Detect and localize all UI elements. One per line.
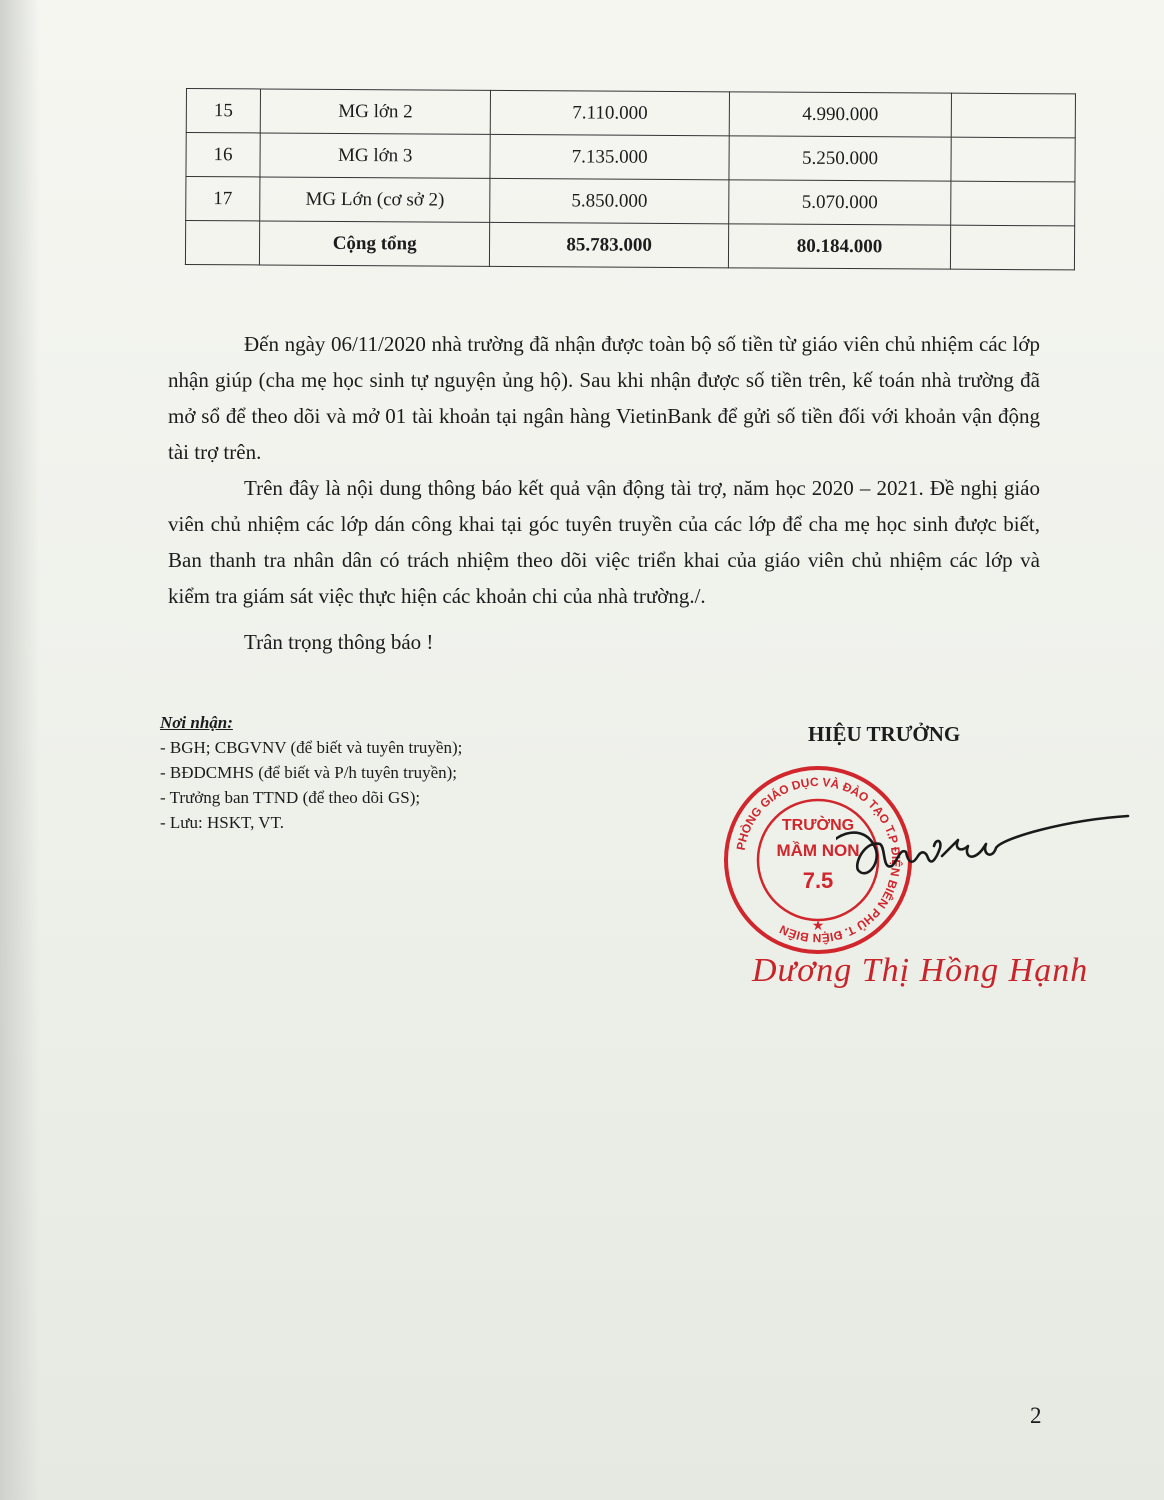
donation-table: [185, 88, 1076, 270]
table-row: [186, 177, 1075, 226]
table-cell-so_b: 5.250.000: [729, 136, 951, 181]
handwritten-signature: [836, 810, 1136, 900]
table-cell-extra: [951, 137, 1075, 182]
recipient-item: - Trưởng ban TTND (để theo dõi GS);: [160, 788, 421, 807]
table-cell-so_b: 4.990.000: [729, 92, 951, 137]
table-cell-stt: 15: [186, 89, 260, 133]
recipient-item: - BGH; CBGVNV (để biết và tuyên truyền);: [160, 738, 463, 757]
recipient-item: - Lưu: HSKT, VT.: [160, 813, 284, 832]
table-cell-so_a: 7.110.000: [491, 90, 730, 135]
table-cell-extra: [951, 181, 1075, 226]
table-cell-lop: MG Lớn (cơ sở 2): [260, 177, 491, 222]
recipient-item: - BĐDCMHS (để biết và P/h tuyên truyền);: [160, 763, 457, 782]
table-cell-lop: MG lớn 2: [260, 89, 491, 134]
document-body: [168, 326, 1040, 660]
table-cell-so_a: 5.850.000: [490, 178, 729, 223]
page-number: 2: [1030, 1403, 1042, 1428]
table-cell-stt: 16: [186, 133, 260, 177]
paragraph-conclusion: Trên đây là nội dung thông báo kết quả vận động tài trợ, năm học 2020 – 2021. Đề nghị giáo viên chủ nhiệm các lớp dán công khai tại góc tuyên truyền của các lớp để cha mẹ học sinh được biết, Ban thanh tra nhân dân có trách nhiệm theo dõi việc triển khai của giáo viên chủ nhiệm các lớp và kiểm tra giám sát việc thực hiện các khoản chi của nhà trường./.: [168, 476, 1040, 608]
paragraph-receipt: Đến ngày 06/11/2020 nhà trường đã nhận được toàn bộ số tiền từ giáo viên chủ nhiệm các lớp nhận giúp (cha mẹ học sinh tự nguyện ủng hộ). Sau khi nhận được số tiền trên, kế toán nhà trường đã mở sổ để theo dõi và mở 01 tài khoản tại ngân hàng VietinBank để gửi số tiền đối với khoản vận động tài trợ trên.: [168, 332, 1040, 464]
page-fold-shadow: [0, 0, 40, 1500]
seal-ring-text: PHÒNG GIÁO DỤC VÀ ĐÀO TẠO T.P ĐIỆN BIÊN PHỦ T. ĐIỆN BIÊN: [733, 774, 904, 946]
seal-star-icon: ★: [811, 918, 825, 934]
table-cell-so_a: 7.135.000: [490, 134, 729, 179]
recipients-title: Nơi nhận:: [160, 713, 233, 732]
total-cell-label: Cộng tổng: [259, 221, 490, 266]
total-cell-so_a: 85.783.000: [490, 222, 729, 267]
seal-line-2: MẦM NON: [776, 841, 860, 860]
total-cell-extra: [950, 225, 1074, 270]
table-row: [186, 89, 1075, 138]
table-cell-lop: MG lớn 3: [260, 133, 491, 178]
seal-line-3: 7.5: [802, 868, 834, 893]
table-cell-so_b: 5.070.000: [729, 180, 951, 225]
closing-line: Trân trọng thông báo !: [244, 630, 434, 654]
signer-title: HIỆU TRƯỞNG: [808, 722, 961, 746]
table-row: [186, 133, 1075, 182]
table-total-row: [185, 221, 1074, 270]
table-cell-extra: [951, 93, 1075, 138]
signer-name: Dương Thị Hồng Hạnh: [752, 952, 1089, 989]
total-cell-so_b: 80.184.000: [728, 224, 950, 269]
table-cell-stt: 17: [186, 177, 260, 221]
total-cell-stt: [185, 221, 259, 265]
seal-line-1: TRƯỜNG: [781, 817, 855, 834]
recipients-block: [160, 710, 462, 835]
